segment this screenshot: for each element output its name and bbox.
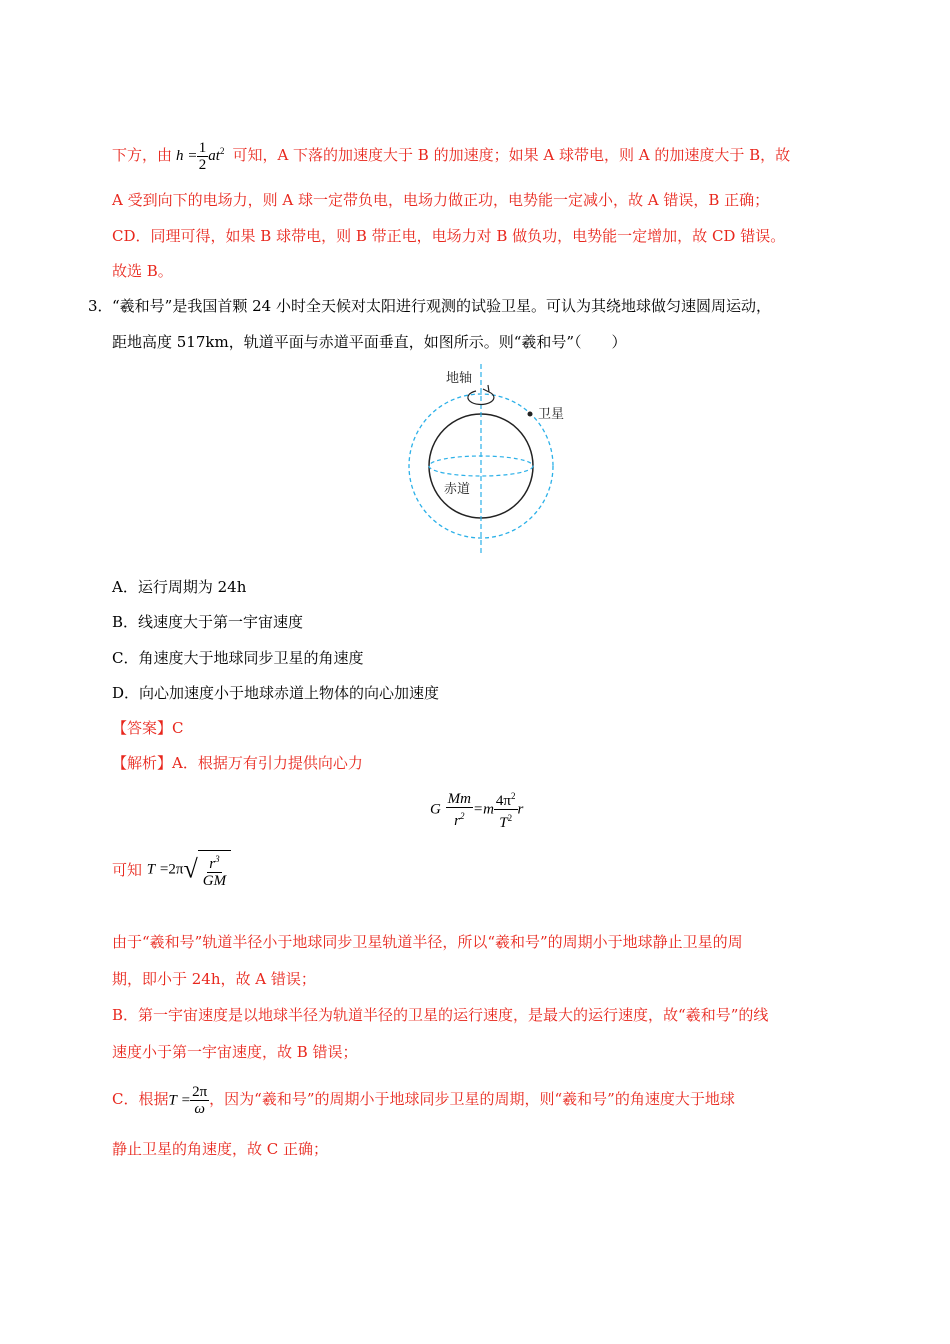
rotation-arrowhead — [483, 385, 489, 392]
analysis-para1-line1: 由于“羲和号”轨道半径小于地球同步卫星轨道半径，所以“羲和号”的周期小于地球静止卫星的周 — [112, 933, 743, 951]
analysis-para2-line1: B．第一宇宙速度是以地球半径为轨道半径的卫星的运行速度，是最大的运行速度，故“羲和号”的线 — [112, 1006, 769, 1024]
satellite-label: 卫星 — [538, 407, 565, 422]
intro-line-1-prefix: 下方，由 — [112, 146, 173, 164]
period-equation-prefix: 可知 — [112, 861, 143, 879]
analysis-para3-line1 — [112, 1078, 735, 1120]
intro-line-1 — [112, 138, 790, 173]
answer-line — [112, 718, 184, 738]
orbit-diagram-svg — [400, 362, 580, 562]
answer-value: C — [172, 719, 184, 737]
option-b: B．线速度大于第一宇宙速度 — [112, 613, 304, 631]
axis-label: 地轴 — [446, 371, 473, 386]
analysis-intro — [112, 753, 363, 773]
question-text-line-1: “羲和号”是我国首颗 24 小时全天候对太阳进行观测的试验卫星。可认为其绕地球做匀速圆周运动， — [112, 297, 771, 315]
analysis-para2-line2: 速度小于第一宇宙速度，故 B 错误； — [112, 1043, 358, 1061]
satellite-dot — [528, 412, 533, 417]
intro-line-3: CD．同理可得，如果 B 球带电，则 B 带正电，电场力对 B 做负功，电势能一定增加，故 CD 错误。 — [112, 227, 786, 245]
option-d: D．向心加速度小于地球赤道上物体的向心加速度 — [112, 684, 440, 702]
intro-line-1-suffix: 可知，A 下落的加速度大于 B 的加速度；如果 A 球带电，则 A 的加速度大于 B，故 — [232, 146, 791, 164]
question-number: 3． — [88, 297, 113, 315]
analysis-intro-text: A．根据万有引力提供向心力 — [172, 754, 363, 772]
option-c: C．角速度大于地球同步卫星的角速度 — [112, 649, 364, 667]
period-equation: T =2π√ $\frac{r^3}{GM}$ — [147, 850, 231, 889]
angular-period-equation: T = $\frac{2\pi}{\omega}$ — [168, 1083, 208, 1117]
analysis-para3-suffix: ，因为“羲和号”的周期小于地球同步卫星的周期，则“羲和号”的角速度大于地球 — [209, 1090, 735, 1108]
kinematics-formula: h = $\frac{1}{2}$ $at^2$ — [176, 139, 225, 173]
analysis-label: 【解析】 — [112, 754, 173, 772]
analysis-para3-line2: 静止卫星的角速度，故 C 正确； — [112, 1140, 329, 1158]
equator-label: 赤道 — [444, 482, 471, 497]
gravitation-equation: G $\frac{Mm}{r^2}$ =m $\frac{4\pi^2}{T^2}$ r — [430, 788, 523, 831]
analysis-para3-prefix: C．根据 — [112, 1090, 169, 1108]
intro-line-2: A 受到向下的电场力，则 A 球一定带负电，电场力做正功，电势能一定减小，故 A 错误，B 正确； — [112, 191, 770, 209]
analysis-para1-line2: 期，即小于 24h，故 A 错误； — [112, 970, 316, 988]
orbit-diagram — [400, 362, 580, 562]
period-equation-line — [112, 850, 231, 890]
option-a: A．运行周期为 24h — [112, 578, 247, 596]
answer-label: 【答案】 — [112, 719, 173, 737]
intro-line-4: 故选 B。 — [112, 262, 173, 280]
question-text-line-2: 距地高度 517km，轨道平面与赤道平面垂直，如图所示。则“羲和号”（ ） — [112, 333, 627, 351]
